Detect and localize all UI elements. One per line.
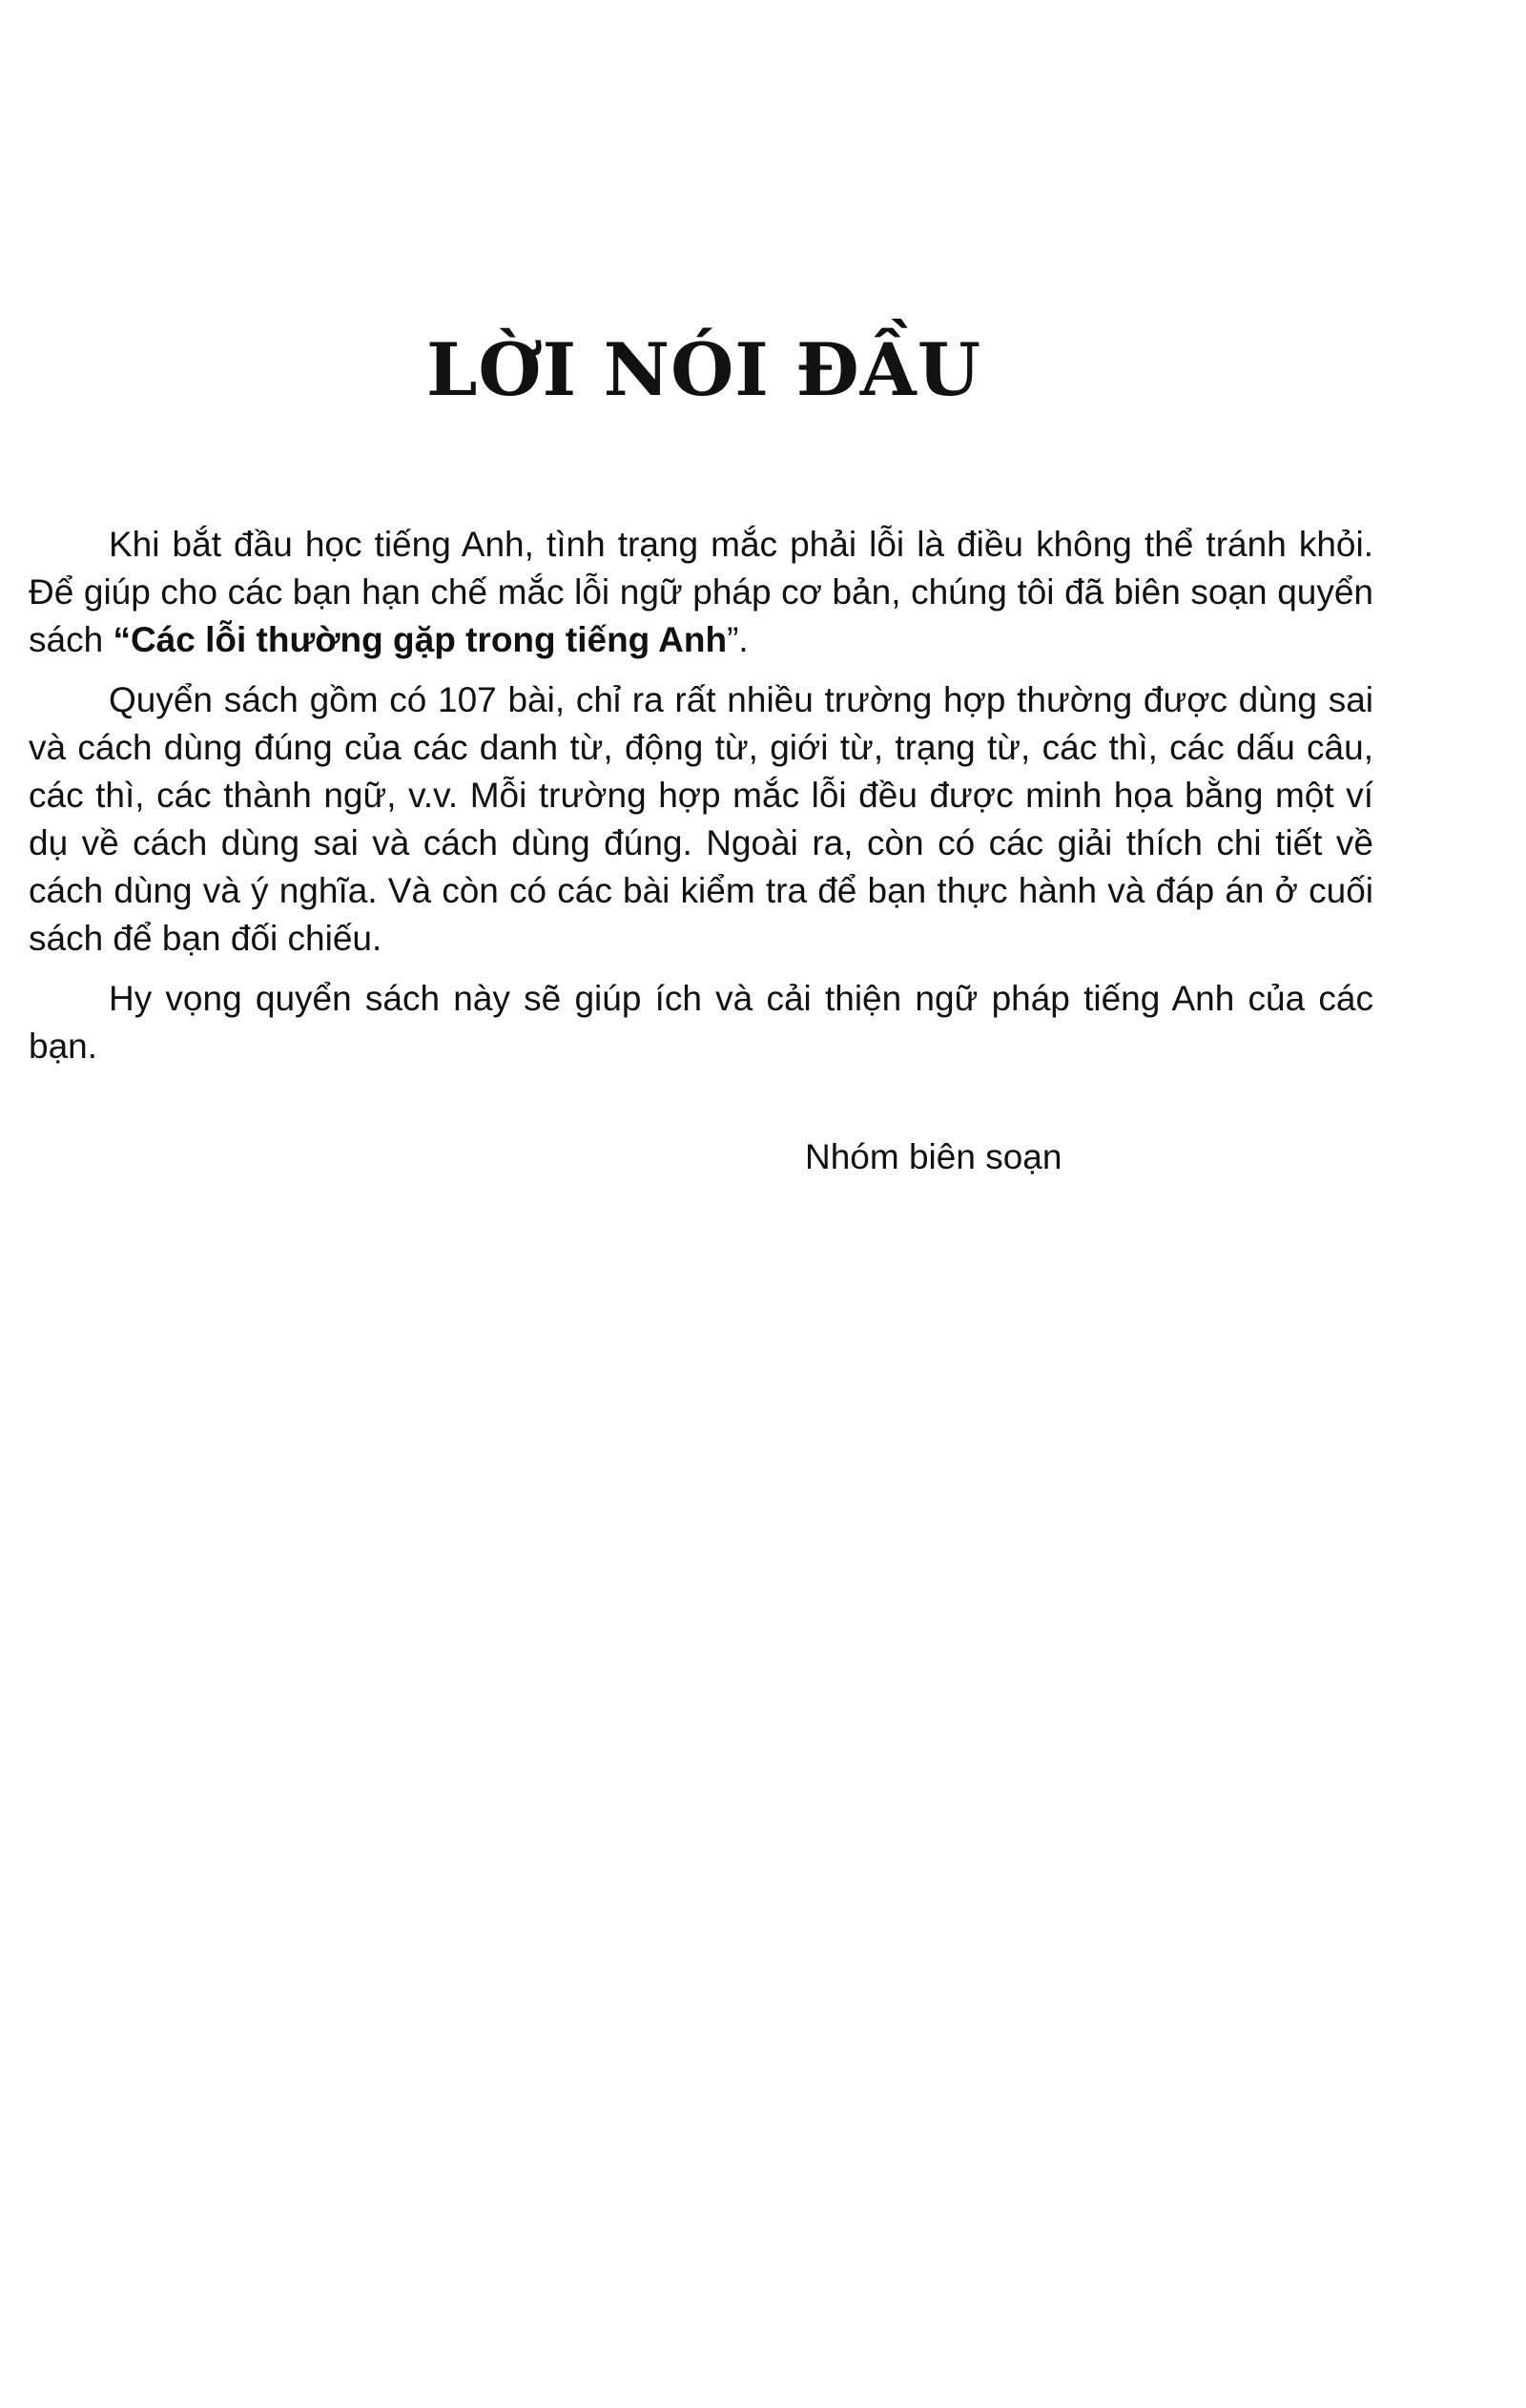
paragraph-closing: Hy vọng quyển sách này sẽ giúp ích và cải thiện ngữ pháp tiếng Anh của các bạn. <box>29 979 1373 1066</box>
paragraph-content: Quyển sách gồm có 107 bài, chỉ ra rất nhiều trường hợp thường được dùng sai và cách dùng đúng của các danh từ, động từ, giới từ, trạng từ, các thì, các dấu câu, các thì, các thành ngữ, v.v. Mỗi trường hợp mắc lỗi đều được minh họa bằng một ví dụ về cách dùng sai và cách dùng đúng. Ngoài ra, còn có các giải thích chi tiết về cách dùng và ý nghĩa. Và còn có các bài kiểm tra để bạn thực hành và đáp án ở cuối sách để bạn đối chiếu. <box>29 680 1373 958</box>
author-signature: Nhóm biên soạn <box>805 1137 1062 1176</box>
page-title: LỜI NÓI ĐẦU <box>425 327 981 412</box>
paragraph-intro <box>29 521 1373 664</box>
book-title-bold: “Các lỗi thường gặp trong tiếng Anh <box>113 620 728 659</box>
paragraph-intro-end: ”. <box>727 620 749 659</box>
preface-body <box>29 521 1373 1083</box>
paragraph-intro-text: Khi bắt đầu học tiếng Anh, tình trạng mắc phải lỗi là điều không thể tránh khỏi. Để giúp cho các bạn hạn chế mắc lỗi ngữ pháp cơ bản, chúng tôi đã biên soạn quyển sách <box>29 525 1373 659</box>
